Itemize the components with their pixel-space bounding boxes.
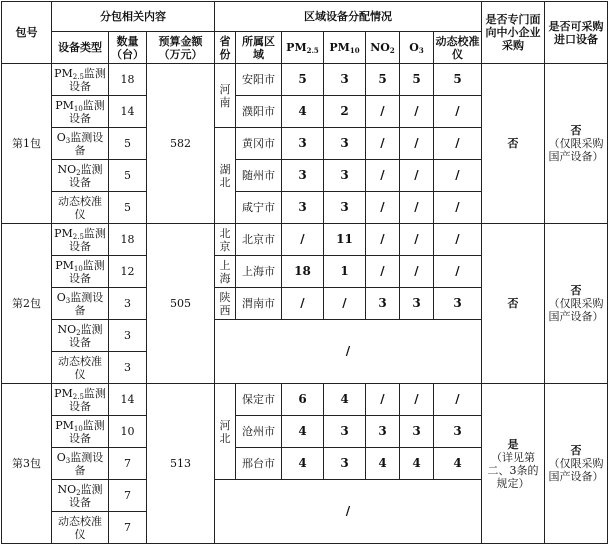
table-row <box>2 64 608 96</box>
quantity-cell: 3 <box>109 352 147 384</box>
area-cell: 邢台市 <box>236 448 282 480</box>
quantity-cell: 12 <box>109 256 147 288</box>
header-no2: $NO_2$ <box>366 32 400 64</box>
alloc-cell: / <box>400 224 434 256</box>
device-type-cell: $PM_{10}$监测设备 <box>52 96 109 128</box>
alloc-cell: 3 <box>324 128 366 160</box>
header-device-type: 设备类型 <box>52 32 109 64</box>
area-cell: 上海市 <box>236 256 282 288</box>
device-type-cell: $PM_{2.5}$监测设备 <box>52 64 109 96</box>
quantity-cell: 5 <box>109 128 147 160</box>
alloc-cell: 3 <box>366 416 400 448</box>
alloc-cell: 4 <box>282 448 324 480</box>
alloc-cell: / <box>366 384 400 416</box>
quantity-cell: 3 <box>109 288 147 320</box>
alloc-cell: / <box>400 128 434 160</box>
device-type-cell: $NO_2$监测设备 <box>52 320 109 352</box>
alloc-cell: 11 <box>324 224 366 256</box>
alloc-cell: / <box>366 160 400 192</box>
alloc-cell: 3 <box>324 448 366 480</box>
alloc-cell: / <box>366 128 400 160</box>
alloc-cell: 4 <box>282 96 324 128</box>
alloc-cell: 3 <box>324 416 366 448</box>
area-cell: 安阳市 <box>236 64 282 96</box>
alloc-cell: / <box>366 192 400 224</box>
alloc-cell: 3 <box>434 288 482 320</box>
province-cell: 湖北 <box>215 128 236 224</box>
area-cell: 渭南市 <box>236 288 282 320</box>
header-pm10: $PM_{10}$ <box>324 32 366 64</box>
quantity-cell: 14 <box>109 96 147 128</box>
header-row-1 <box>2 2 608 32</box>
alloc-cell: 6 <box>282 384 324 416</box>
alloc-cell: / <box>366 96 400 128</box>
alloc-cell: 1 <box>324 256 366 288</box>
alloc-cell: 3 <box>282 192 324 224</box>
quantity-cell: 14 <box>109 384 147 416</box>
device-type-cell: $PM_{2.5}$监测设备 <box>52 384 109 416</box>
province-cell: 上海 <box>215 256 236 288</box>
alloc-cell: 2 <box>324 96 366 128</box>
province-cell: 北京 <box>215 224 236 256</box>
header-import: 是否可采购进口设备 <box>545 2 608 64</box>
area-cell: 北京市 <box>236 224 282 256</box>
alloc-cell: / <box>282 224 324 256</box>
table-row <box>2 384 608 416</box>
empty-alloc-cell: / <box>215 480 482 544</box>
alloc-cell: 4 <box>282 416 324 448</box>
alloc-cell: / <box>434 192 482 224</box>
budget-cell: 582 <box>147 64 215 224</box>
alloc-cell: 3 <box>400 416 434 448</box>
alloc-cell: / <box>434 96 482 128</box>
budget-cell: 505 <box>147 224 215 384</box>
alloc-cell: 3 <box>324 64 366 96</box>
alloc-cell: 3 <box>366 288 400 320</box>
province-cell: 陕西 <box>215 288 236 320</box>
alloc-cell: / <box>434 160 482 192</box>
device-type-cell: $PM_{10}$监测设备 <box>52 256 109 288</box>
area-cell: 咸宁市 <box>236 192 282 224</box>
area-cell: 随州市 <box>236 160 282 192</box>
alloc-cell: / <box>366 224 400 256</box>
area-cell: 濮阳市 <box>236 96 282 128</box>
alloc-cell: 3 <box>282 160 324 192</box>
alloc-cell: 4 <box>366 448 400 480</box>
alloc-cell: 5 <box>282 64 324 96</box>
empty-alloc-cell: / <box>215 320 482 384</box>
package-name: 第3包 <box>2 384 52 544</box>
alloc-cell: 3 <box>400 288 434 320</box>
alloc-cell: / <box>366 256 400 288</box>
header-pm25: $PM_{2.5}$ <box>282 32 324 64</box>
alloc-cell: / <box>434 224 482 256</box>
header-sme: 是否专门面向中小企业采购 <box>482 2 545 64</box>
quantity-cell: 7 <box>109 480 147 512</box>
header-calibrator: 动态校准仪 <box>434 32 482 64</box>
sme-cell: 是 （详见第二、3条的规定） <box>482 384 545 544</box>
header-o3: $O_3$ <box>400 32 434 64</box>
package-name: 第2包 <box>2 224 52 384</box>
quantity-cell: 7 <box>109 448 147 480</box>
area-cell: 保定市 <box>236 384 282 416</box>
alloc-cell: 4 <box>324 384 366 416</box>
alloc-cell: / <box>400 192 434 224</box>
quantity-cell: 18 <box>109 224 147 256</box>
device-type-cell: $O_3$监测设备 <box>52 128 109 160</box>
device-type-cell: $O_3$监测设备 <box>52 448 109 480</box>
alloc-cell: / <box>282 288 324 320</box>
header-area: 所属区域 <box>236 32 282 64</box>
header-region-allocation: 区域设备分配情况 <box>215 2 482 32</box>
alloc-cell: 3 <box>434 416 482 448</box>
device-type-cell: $NO_2$监测设备 <box>52 480 109 512</box>
package-name: 第1包 <box>2 64 52 224</box>
header-province: 省份 <box>215 32 236 64</box>
alloc-cell: 18 <box>282 256 324 288</box>
device-type-cell: $NO_2$监测设备 <box>52 160 109 192</box>
alloc-cell: 5 <box>434 64 482 96</box>
alloc-cell: 3 <box>324 192 366 224</box>
province-cell: 河南 <box>215 64 236 128</box>
device-type-cell: $PM_{2.5}$监测设备 <box>52 224 109 256</box>
header-package-no: 包号 <box>2 2 52 64</box>
header-budget: 预算金额（万元） <box>147 32 215 64</box>
sme-cell: 否 <box>482 224 545 384</box>
quantity-cell: 5 <box>109 192 147 224</box>
alloc-cell: 3 <box>324 160 366 192</box>
device-type-cell: 动态校准仪 <box>52 352 109 384</box>
header-package-content: 分包相关内容 <box>52 2 215 32</box>
procurement-table <box>1 1 608 544</box>
device-type-cell: $O_3$监测设备 <box>52 288 109 320</box>
province-cell: 河北 <box>215 384 236 480</box>
alloc-cell: 4 <box>434 448 482 480</box>
alloc-cell: / <box>400 256 434 288</box>
header-quantity: 数量（台） <box>109 32 147 64</box>
device-type-cell: $PM_{10}$监测设备 <box>52 416 109 448</box>
alloc-cell: / <box>434 384 482 416</box>
alloc-cell: 5 <box>400 64 434 96</box>
alloc-cell: / <box>400 96 434 128</box>
quantity-cell: 10 <box>109 416 147 448</box>
area-cell: 沧州市 <box>236 416 282 448</box>
budget-cell: 513 <box>147 384 215 544</box>
alloc-cell: / <box>434 256 482 288</box>
area-cell: 黄冈市 <box>236 128 282 160</box>
quantity-cell: 7 <box>109 512 147 544</box>
device-type-cell: 动态校准仪 <box>52 512 109 544</box>
table-row <box>2 224 608 256</box>
alloc-cell: / <box>434 128 482 160</box>
alloc-cell: / <box>400 384 434 416</box>
alloc-cell: / <box>324 288 366 320</box>
alloc-cell: 3 <box>282 128 324 160</box>
import-cell: 否 （仅限采购国产设备） <box>545 224 608 384</box>
quantity-cell: 5 <box>109 160 147 192</box>
quantity-cell: 18 <box>109 64 147 96</box>
alloc-cell: / <box>400 160 434 192</box>
device-type-cell: 动态校准仪 <box>52 192 109 224</box>
import-cell: 否 （仅限采购国产设备） <box>545 384 608 544</box>
alloc-cell: 4 <box>400 448 434 480</box>
import-cell: 否 （仅限采购国产设备） <box>545 64 608 224</box>
alloc-cell: 5 <box>366 64 400 96</box>
quantity-cell: 3 <box>109 320 147 352</box>
sme-cell: 否 <box>482 64 545 224</box>
